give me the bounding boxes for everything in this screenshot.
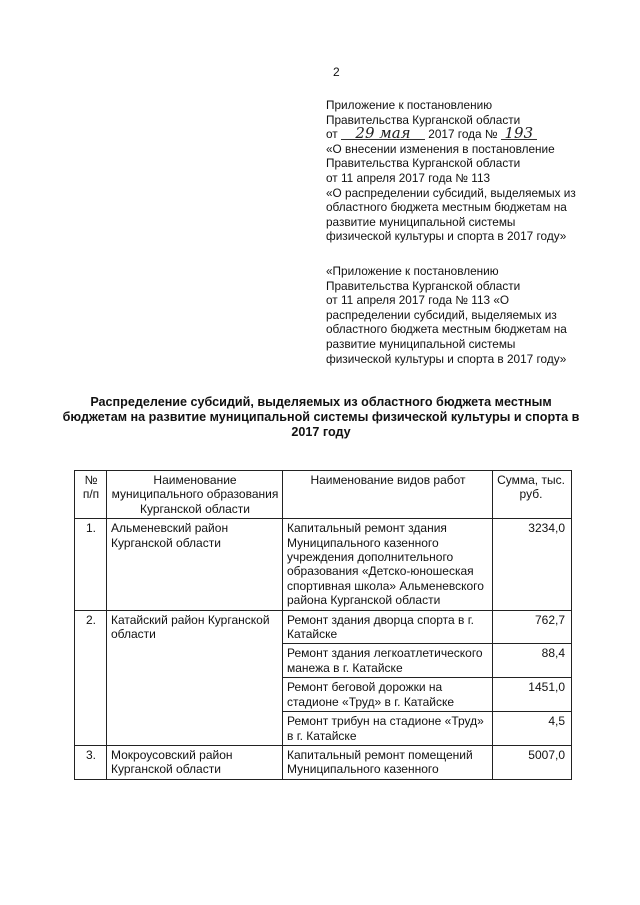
- annex-line: «О внесении изменения в постановление: [326, 141, 555, 156]
- annex-quote-line: физической культуры и спорта в 2017 году»: [326, 351, 567, 366]
- annex-line: Приложение к постановлению: [326, 98, 493, 112]
- title-line: 2017 году: [291, 425, 351, 439]
- annex-line: областного бюджета местным бюджетам на: [326, 200, 567, 215]
- subsidy-table: [74, 470, 572, 780]
- row-work: Капитальный ремонт здания Муниципального казенного учреждения дополнительного образования «Детско-юношеская спортивная школа» Альменевского района Курганской области: [283, 519, 493, 610]
- annex-line: Правительства Курганской области: [326, 112, 521, 127]
- annex-line: физической культуры и спорта в 2017 году»: [326, 229, 567, 244]
- row-num: 2.: [75, 610, 107, 745]
- row-sum: 88,4: [493, 644, 572, 678]
- annex-quote-line: областного бюджета местным бюджетам на: [326, 322, 567, 337]
- row-num: 3.: [75, 745, 107, 779]
- annex-quote-line: от 11 апреля 2017 года № 113 «О: [326, 293, 510, 308]
- annex-quote-line: Правительства Курганской области: [326, 278, 521, 293]
- page-number: 2: [333, 65, 340, 79]
- row-municipality: Альменевский район Курганской области: [107, 519, 283, 610]
- document-title: [62, 395, 580, 440]
- row-work: Ремонт беговой дорожки на стадионе «Труд» в г. Катайске: [283, 678, 493, 712]
- annex-quote-line: развитие муниципальной системы: [326, 336, 516, 351]
- annex-year-label: 2017 года №: [428, 127, 498, 142]
- header-works: Наименование видов работ: [283, 471, 493, 519]
- annex-line: развитие муниципальной системы: [326, 214, 516, 229]
- table-row: [75, 519, 572, 610]
- row-sum: 762,7: [493, 610, 572, 644]
- table-header-row: [75, 471, 572, 519]
- annex-header: [326, 98, 626, 244]
- row-num: 1.: [75, 519, 107, 610]
- annex-from-label: от: [326, 127, 338, 142]
- row-municipality: Катайский район Курганской области: [107, 610, 283, 745]
- title-line: Распределение субсидий, выделяемых из областного бюджета местным: [90, 395, 552, 409]
- annex-line: «О распределении субсидий, выделяемых из: [326, 185, 576, 200]
- row-sum: 5007,0: [493, 745, 572, 779]
- row-sum: 1451,0: [493, 678, 572, 712]
- annex-quote-line: распределении субсидий, выделяемых из: [326, 307, 557, 322]
- annex-line: Правительства Курганской области: [326, 156, 521, 171]
- annex-line: от 11 апреля 2017 года № 113: [326, 170, 491, 185]
- row-work: Капитальный ремонт помещений Муниципального казенного: [283, 745, 493, 779]
- table-row: [75, 610, 572, 644]
- row-municipality: Мокроусовский район Курганской области: [107, 745, 283, 779]
- row-work: Ремонт здания легкоатлетического манежа в г. Катайске: [283, 644, 493, 678]
- header-num: № п/п: [75, 471, 107, 519]
- row-work: Ремонт трибун на стадионе «Труд» в г. Катайске: [283, 712, 493, 746]
- handwritten-date: 29 мая: [341, 127, 425, 140]
- title-line: бюджетам на развитие муниципальной системы физической культуры и спорта в: [62, 410, 580, 424]
- header-sum: Сумма, тыс. руб.: [493, 471, 572, 519]
- row-sum: 4,5: [493, 712, 572, 746]
- header-municipality: Наименование муниципального образования Курганской области: [107, 471, 283, 519]
- annex-date-line: [326, 124, 626, 143]
- handwritten-number: 193: [501, 127, 537, 140]
- row-sum: 3234,0: [493, 519, 572, 610]
- annex-quote: [326, 264, 626, 366]
- table-row: [75, 745, 572, 779]
- annex-quote-line: «Приложение к постановлению: [326, 264, 499, 278]
- row-work: Ремонт здания дворца спорта в г. Катайске: [283, 610, 493, 644]
